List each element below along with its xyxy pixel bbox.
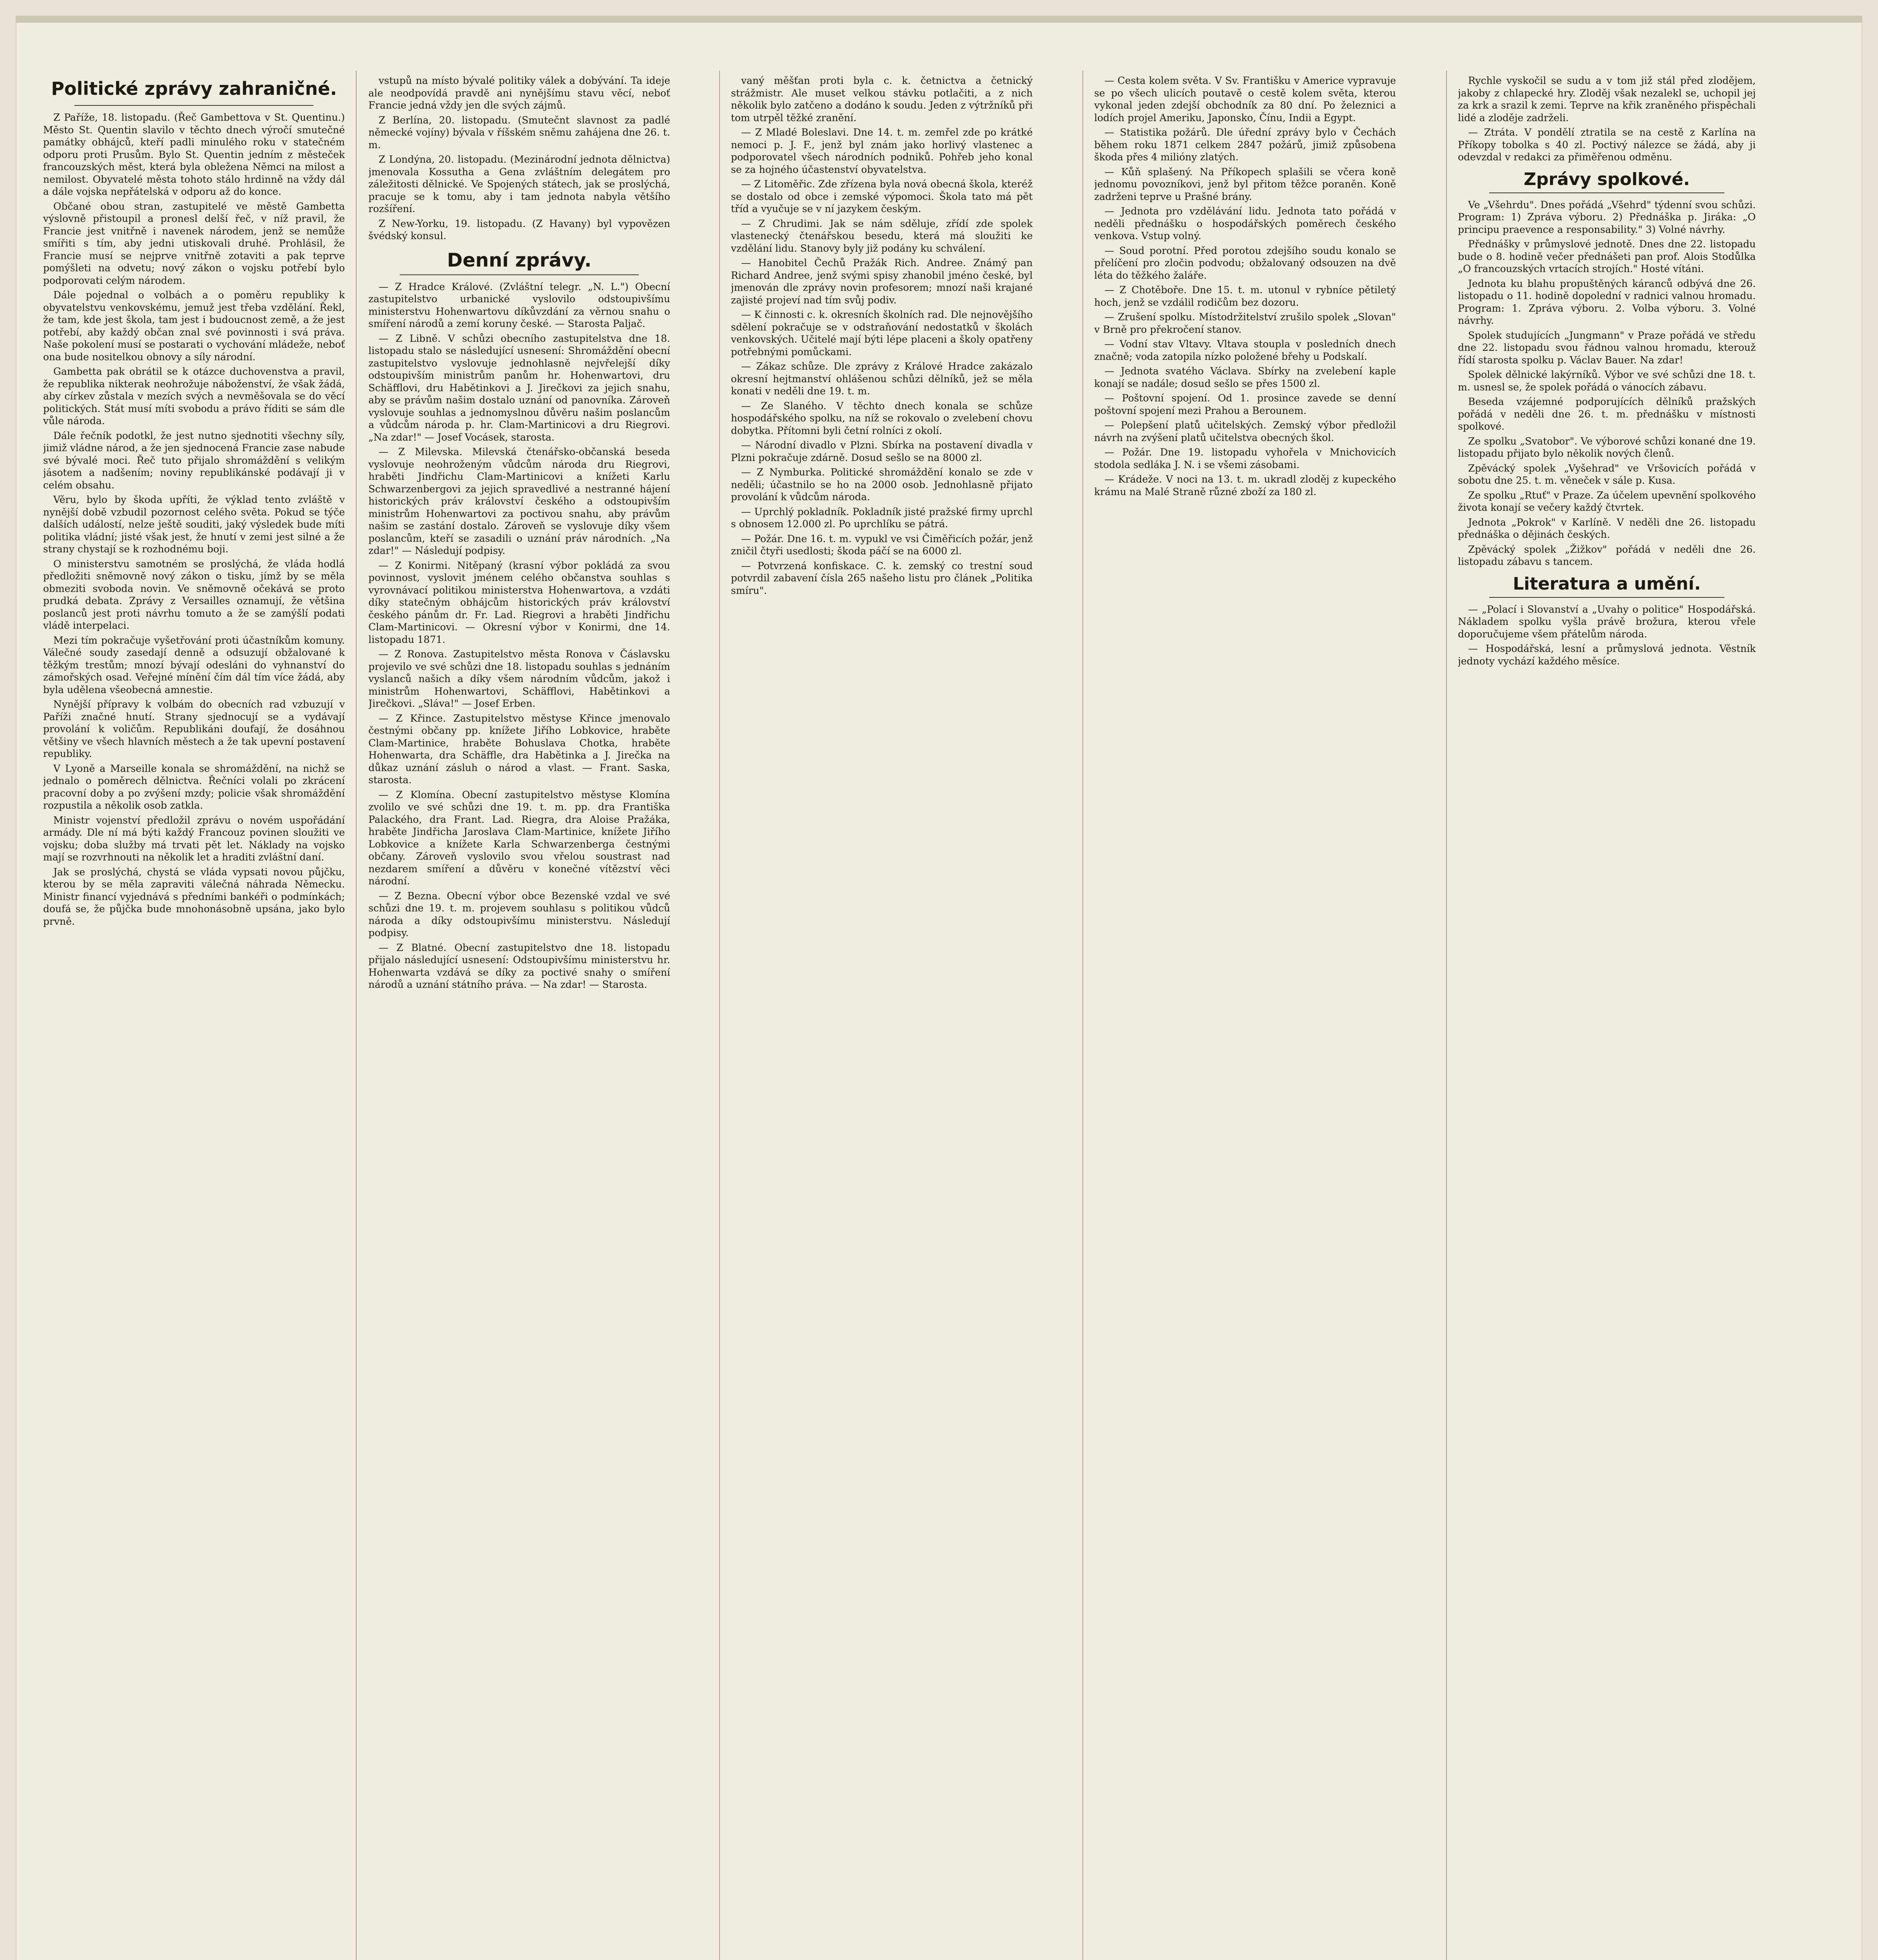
article-paragraph: — Z Blatné. Obecní zastupitelstvo dne 18. listopadu přijalo následující usnesení: Odstoupivšímu ministerstvu hr. Hohenwarta vzdává se díky za poctivé snahy o smíření národů a uznání státního práva. — Na zdar! — Starosta.: [368, 942, 670, 990]
article-paragraph: — Soud porotní. Před porotou zdejšího soudu konalo se přelíčení pro zločin podvodu; obžalovaný odsouzen na dvě léta do těžkého žaláře.: [1094, 245, 1396, 281]
article-paragraph: V Lyoně a Marseille konala se shromáždění, na nichž se jednalo o poměrech dělnictva. Řečníci volali po zkrácení pracovní doby a po zvýšení mzdy; policie však shromáždění rozpustila a několik osob zatkla.: [43, 762, 345, 811]
article-paragraph: Věru, bylo by škoda upříti, že výklad tento zvláště v nynější době vzbudil pozornost celého světa. Pokud se týče dalších událostí, nelze ještě souditi, jaký výsledek bude míti politika vládní; jisté však jest, že hnutí v zemi jest silné a že strany chystají se k rozhodnému boji.: [43, 494, 345, 555]
article-paragraph: — Hanobitel Čechů Pražák Rich. Andree. Známý pan Richard Andree, jenž svými spisy zhanobil jméno české, byl jmenován dle zprávy novin profesorem; mnozí naši krajané zajisté projeví nad tím svůj podiv.: [731, 257, 1033, 306]
article-paragraph: — Z Bezna. Obecní výbor obce Bezenské vzdal ve své schůzi dne 19. t. m. projevem souhlasu s politikou vůdců národa a díky odstoupivšímu ministerstvu. Následují podpisy.: [368, 890, 670, 938]
section-heading-foreign-politics: Politické zprávy zahraničné.: [51, 78, 337, 99]
article-paragraph: Spolek studujících „Jungmann" v Praze pořádá ve středu dne 22. listopadu svou řádnou valnou hromadu, kterouž řídí starosta spolku p. Václav Bauer. Na zdar!: [1458, 329, 1756, 366]
heading-divider: [1489, 192, 1724, 193]
article-paragraph: — „Polací i Slovanství a „Uvahy o politice" Hospodářská. Nákladem spolku vyšla právě brožura, kterou vřele doporučujeme všem přátelům národa.: [1458, 603, 1756, 640]
article-paragraph: vstupů na místo bývalé politiky válek a dobývání. Ta ideje ale neodpovídá pravdě ani nynějšímu stavu věcí, neboť Francie jedná vždy jen dle svých zájmů.: [368, 75, 670, 111]
article-paragraph: Občané obou stran, zastupitelé ve městě Gambetta výslovně přistoupil a pronesl delší řeč, v níž pravil, že Francie jest vnitřně i navenek národem, jenž se nemůže smířiti s tím, aby jedni utiskovali druhé. Prohlásil, že Francie musí se nejprve vnitřně zotaviti a pak teprve pomýšleti na odvetu; nový zákon o vojsku potřebí bylo podporovati celým národem.: [43, 200, 345, 286]
section-heading-club-news: Zprávy spolkové.: [1523, 169, 1690, 189]
article-paragraph: Ze spolku „Rtuť" v Praze. Za účelem upevnění spolkového života konají se večery každý čtvrtek.: [1458, 489, 1756, 513]
article-paragraph: — Ze Slaného. V těchto dnech konala se schůze hospodářského spolku, na níž se rokovalo o zvelebení chovu dobytka. Přítomni byli četní rolníci z okolí.: [731, 400, 1033, 436]
article-paragraph: Zpěvácký spolek „Žižkov" pořádá v neděli dne 26. listopadu zábavu s tancem.: [1458, 543, 1756, 567]
article-paragraph: Dále pojednal o volbách a o poměru republiky k obyvatelstvu venkovskému, jemuž jest třeba vzdělání. Řekl, že tam, kde jest škola, tam jest i budoucnost země, a že jest potřebí, aby každý občan znal své povinnosti i svá práva. Naše pokolení musí se postarati o vychování mládeže, neboť ona bude nositelkou obnovy a síly národní.: [43, 289, 345, 363]
article-paragraph: — Potvrzená konfiskace. C. k. zemský co trestní soud potvrdil zabavení čísla 265 našeho listu pro článek „Politika smíru".: [731, 560, 1033, 596]
article-paragraph: — Z Chotěboře. Dne 15. t. m. utonul v rybníce pětiletý hoch, jenž se vzdálil rodičům bez dozoru.: [1094, 284, 1396, 308]
article-paragraph: Ze spolku „Svatobor". Ve výborové schůzi konané dne 19. listopadu přijato bylo několik nových členů.: [1458, 435, 1756, 459]
heading-divider: [74, 105, 314, 106]
section-heading-literature: Literatura a umění.: [1513, 573, 1701, 594]
column-rule: [1082, 71, 1083, 1960]
article-paragraph: Zpěvácký spolek „Vyšehrad" ve Vršovicích pořádá v sobotu dne 25. t. m. věneček v sále p. Kusa.: [1458, 462, 1756, 486]
article-paragraph: O ministerstvu samotném se proslýchá, že vláda hodlá předložiti sněmovně nový zákon o tisku, jímž by se měla obmeziti svoboda novin. Ve sněmovně očekává se proto prudká debata. Zprávy z Versailles oznamují, že většina poslanců jest proti návrhu tomuto a že se zamýšlí podati vládě interpelaci.: [43, 558, 345, 631]
article-paragraph: vaný měšťan proti byla c. k. četnictva a četnický strážmistr. Ale muset velkou stávku potlačiti, a z nich několik bylo zatčeno a dodáno k soudu. Jeden z výtržníků při tom utrpěl těžké zranění.: [731, 75, 1033, 123]
article-paragraph: Rychle vyskočil se sudu a v tom již stál před zlodějem, jakoby z chlapecké hry. Zloděj však nezalekl se, uchopil jej za krk a srazil k zemi. Teprve na křik zraněného přispěchali lidé a zloděje zadrželi.: [1458, 75, 1756, 123]
article-paragraph: — Kůň splašený. Na Příkopech splašili se včera koně jednomu povozníkovi, jenž byl přitom těžce poraněn. Koně zadrženi teprve u Prašné brány.: [1094, 166, 1396, 202]
article-paragraph: — Z Mladé Boleslavi. Dne 14. t. m. zemřel zde po krátké nemoci p. J. F., jenž byl znám jako horlivý vlastenec a podporovatel všech národních podniků. Pohřeb jeho konal se za hojného účastenství obyvatelstva.: [731, 127, 1033, 175]
article-paragraph: Mezi tím pokračuje vyšetřování proti účastníkům komuny. Válečné soudy zasedají denně a odsuzují obžalované k těžkým trestům; mnozí bývají odesláni do vyhnanství do zámořských osad. Veřejné mínění čím dál tím více žádá, aby byla udělena všeobecná amnestie.: [43, 634, 345, 695]
article-paragraph: Nynější přípravy k volbám do obecních rad vzbuzují v Paříži značné hnutí. Strany sjednocují se a vydávají provolání k voličům. Republikáni doufají, že dosáhnou většiny ve všech hlavních městech a že tak upevní postavení republiky.: [43, 699, 345, 759]
article-paragraph: Gambetta pak obrátil se k otázce duchovenstva a pravil, že republika nikterak neohrožuje náboženství, že však žádá, aby církev zůstala v mezích svých a nevměšovala se do věcí politických. Stát musí míti svobodu a právo říditi se sám dle vůle národa.: [43, 366, 345, 426]
column-1: [43, 74, 345, 1960]
article-paragraph: — Poštovní spojení. Od 1. prosince zavede se denní poštovní spojení mezi Prahou a Berounem.: [1094, 392, 1396, 416]
article-paragraph: — Statistika požárů. Dle úřední zprávy bylo v Čechách během roku 1871 celkem 2847 požárů, jimiž způsobena škoda přes 4 milióny zlatých.: [1094, 127, 1396, 163]
article-paragraph: — Hospodářská, lesní a průmyslová jednota. Věstník jednoty vychází každého měsíce.: [1458, 643, 1756, 667]
column-rule: [1446, 71, 1447, 1960]
article-paragraph: — Požár. Dne 16. t. m. vypukl ve vsi Čiměřicích požár, jenž zničil čtyři usedlosti; škoda páčí se na 6000 zl.: [731, 533, 1033, 557]
article-paragraph: — Z Litoměřic. Zde zřízena byla nová obecná škola, kteréž se dostalo od obce i zemské výpomoci. Škola tato má pět tříd a vyučuje se v ní jazykem českým.: [731, 178, 1033, 214]
article-paragraph: — K činnosti c. k. okresních školních rad. Dle nejnovějšího sdělení pokračuje se v odstraňování nedostatků v školách venkovských. Učitelé mají býti lépe placeni a školy opatřeny potřebnými pomůckami.: [731, 309, 1033, 358]
newspaper-page: [16, 16, 1862, 1960]
article-paragraph: — Z Chrudimi. Jak se nám sděluje, zřídí zde spolek vlastenecký čtenářskou besedu, která má sloužiti ke vzdělání lidu. Stanovy byly již podány ku schválení.: [731, 218, 1033, 254]
column-rule: [356, 71, 357, 1960]
article-paragraph: — Uprchlý pokladník. Pokladník jisté pražské firmy uprchl s obnosem 12.000 zl. Po uprchlíku se pátrá.: [731, 506, 1033, 530]
article-paragraph: — Jednota pro vzdělávání lidu. Jednota tato pořádá v neděli přednášku o hospodářských poměrech českého venkova. Vstup volný.: [1094, 205, 1396, 241]
article-paragraph: — Polepšení platů učitelských. Zemský výbor předložil návrh na zvýšení platů učitelstva obecných škol.: [1094, 419, 1396, 443]
article-paragraph: — Z Konirmi. Nitěpaný (krasní výbor pokládá za svou povinnost, vyslovit jménem celého občanstva souhlas s vyrovnávací politikou ministerstva Hohenwartova, a vzdáti díky statečným obhájcům historických práv království českého pánům dr. Fr. Lad. Riegrovi a hraběti Jindřichu Clam-Martinicovi. — Okresní výbor v Konirmi, dne 14. listopadu 1871.: [368, 559, 670, 645]
article-paragraph: Jak se proslýchá, chystá se vláda vypsati novou půjčku, kterou by se měla zapraviti válečná náhrada Německu. Ministr financí vyjednává s předními bankéři o podmínkách; doufá se, že půjčka bude mnohonásobně upsána, jako bylo prvně.: [43, 866, 345, 927]
column-4: [1094, 74, 1396, 1960]
article-paragraph: — Krádeže. V noci na 13. t. m. ukradl zloděj z kupeckého krámu na Malé Straně různé zboží za 180 zl.: [1094, 474, 1396, 497]
article-paragraph: — Z Hradce Králové. (Zvláštní telegr. „N. L.") Obecní zastupitelstvo urbanické vyslovilo odstoupivšímu ministerstvu Hohenwartovu díkůvzdání za věrnou snahu o smíření národů a zemí koruny české. — Starosta Paljač.: [368, 281, 670, 329]
article-paragraph: — Zákaz schůze. Dle zprávy z Králové Hradce zakázalo okresní hejtmanství ohlášenou schůzi dělníků, jež se měla konati v neděli dne 19. t. m.: [731, 361, 1033, 397]
column-3: [731, 74, 1033, 1960]
article-paragraph: — Z Ronova. Zastupitelstvo města Ronova v Čáslavsku projevilo ve své schůzi dne 18. listopadu souhlas s jednáním vyslanců našich a díky všem národním vůdcům, jakož i ministrům Hohenwartovi, Schäfflovi, Habětinkovi a Jirečkovi. „Sláva!" — Josef Erben.: [368, 648, 670, 709]
section-heading-daily-news: Denní zprávy.: [447, 249, 592, 271]
article-paragraph: Ministr vojenství předložil zprávu o novém uspořádání armády. Dle ní má býti každý Francouz povinen sloužiti ve vojsku; doba služby má trvati pět let. Náklady na vojsko mají se rozvrhnouti na několik let a hraditi zvláštní daní.: [43, 814, 345, 863]
article-paragraph: Jednota „Pokrok" v Karlíně. V neděli dne 26. listopadu přednáška o dějinách českých.: [1458, 516, 1756, 540]
column-5: [1458, 74, 1756, 1960]
article-paragraph: Spolek dělnické lakýrníků. Výbor ve své schůzi dne 18. t. m. usnesl se, že spolek pořádá o vánocích zábavu.: [1458, 369, 1756, 393]
article-paragraph: Z Berlína, 20. listopadu. (Smutečnt slavnost za padlé německé vojíny) bývala v říšském sněmu zahájena dne 26. t. m.: [368, 114, 670, 151]
top-edge: [16, 16, 1862, 23]
article-paragraph: — Z Křince. Zastupitelstvo městyse Křince jmenovalo čestnými občany pp. knížete Jiřího Lobkovice, hraběte Clam-Martinice, hraběte Bohuslava Chotka, hraběte Hohenwarta, dra Schäffle, dra Habětinka a J. Jirečka na důkaz uznání zásluh o národ a vlast. — Frant. Saska, starosta.: [368, 712, 670, 786]
article-paragraph: — Z Klomína. Obecní zastupitelstvo městyse Klomína zvolilo ve své schůzi dne 19. t. m. pp. dra Františka Palackého, dra Frant. Lad. Riegra, dra Aloise Pražáka, hraběte Jindřicha Jaroslava Clam-Martinice, knížete Jiřího Lobkovice a knížete Karla Schwarzenberga čestnými občany. Zároveň vyslovilo svou vřelou soustrast nad nezdarem smíření a důvěru v konečné vítězství věci národní.: [368, 789, 670, 887]
article-paragraph: Z New-Yorku, 19. listopadu. (Z Havany) byl vypovězen švédský konsul.: [368, 218, 670, 241]
article-paragraph: — Vodní stav Vltavy. Vltava stoupla v posledních dnech značně; voda zatopila nízko položené břehy u Podskalí.: [1094, 338, 1396, 362]
article-paragraph: — Cesta kolem světa. V Sv. Františku v Americe vypravuje se po všech ulicích poutavě o cestě kolem světa, kterou vykonal jeden zdejší obchodník za 80 dní. Po železnici a lodích projel Ameriku, Japonsko, Čínu, Indii a Egypt.: [1094, 75, 1396, 123]
heading-divider: [400, 274, 639, 275]
article-paragraph: — Požár. Dne 19. listopadu vyhořela v Mnichovicích stodola sedláka J. N. i se všemi zásobami.: [1094, 446, 1396, 470]
article-paragraph: Z Paříže, 18. listopadu. (Řeč Gambettova v St. Quentinu.) Město St. Quentin slavilo v těchto dnech výročí smutečné památky obhájců, kteří padli minulého roku v statečném odporu proti Prusům. Bylo St. Quentin jedním z městeček francouzských měst, která byla obležena Němci na milost a nemilost. Obyvatelé města tohoto stálo hrdinně na vždy dál a dále vojska nepřátelská v odporu až do konce.: [43, 112, 345, 197]
column-rule: [719, 71, 720, 1960]
column-2: [368, 74, 670, 1960]
heading-divider: [1489, 597, 1724, 598]
article-paragraph: Beseda vzájemné podporujících dělníků pražských pořádá v neděli dne 26. t. m. přednášku v místnosti spolkové.: [1458, 396, 1756, 432]
article-paragraph: Ve „Všehrdu". Dnes pořádá „Všehrd" týdenní svou schůzi. Program: 1) Zpráva výboru. 2) Přednáška p. Jiráka: „O principu praevence a responsability." 3) Volné návrhy.: [1458, 199, 1756, 235]
article-paragraph: Z Londýna, 20. listopadu. (Mezinárodní jednota dělnictva) jmenovala Kossutha a Gena zvláštním delegátem pro záležitosti dělnické. Ve Spojených státech, jak se proslýchá, pracuje se k tomu, aby i tam jednota nabyla většího rozšíření.: [368, 154, 670, 214]
article-paragraph: — Jednota svatého Václava. Sbírky na zvelebení kaple konají se nadále; dosud sešlo se přes 1500 zl.: [1094, 365, 1396, 389]
article-paragraph: — Z Libně. V schůzi obecního zastupitelstva dne 18. listopadu stalo se následující usnesení: Shromáždění obecní zastupitelstvo vyslovuje jednohlasně nejvřelejší díky odstoupivším ministrům panům hr. Hohenwartovi, dru Schäfflovi, dru Habětinkovi a J. Jirečkovi za jejich snahu, aby se právům našim dostalo uznání od panovníka. Zároveň vyslovuje souhlas a jednomyslnou důvěru našim poslancům a vůdcům národa p. hr. Clam-Martinicovi a dru Riegrovi. „Na zdar!" — Josef Vocásek, starosta.: [368, 332, 670, 443]
article-paragraph: Jednota ku blahu propuštěných káranců odbývá dne 26. listopadu o 11. hodině dopolední v radnici valnou hromadu. Program: 1. Zpráva výboru. 2. Volba výboru. 3. Volné návrhy.: [1458, 278, 1756, 326]
article-paragraph: Přednášky v průmyslové jednotě. Dnes dne 22. listopadu bude o 8. hodině večer přednášeti pan prof. Alois Stodůlka „O francouzských vrtacích strojích." Hosté vítáni.: [1458, 238, 1756, 274]
article-paragraph: Dále řečník podotkl, že jest nutno sjednotiti všechny síly, jimiž vládne národ, a že jen sjednocená Francie zase nabude své bývalé moci. Řeč tuto přijalo shromáždění s velikým jásotem a nadšením; noviny republikánské podávají ji v celém obsahu.: [43, 430, 345, 491]
article-paragraph: — Zrušení spolku. Místodržitelství zrušilo spolek „Slovan" v Brně pro překročení stanov.: [1094, 311, 1396, 335]
article-paragraph: — Národní divadlo v Plzni. Sbírka na postavení divadla v Plzni pokračuje zdárně. Dosud sešlo se na 8000 zl.: [731, 439, 1033, 463]
article-paragraph: — Z Nymburka. Politické shromáždění konalo se zde v neděli; účastnilo se ho na 2000 osob. Jednohlasně přijato provolání k vůdcům národa.: [731, 466, 1033, 503]
article-paragraph: — Ztráta. V pondělí ztratila se na cestě z Karlína na Příkopy tobolka s 40 zl. Poctivý nálezce se žádá, aby ji odevzdal v redakci za přiměřenou odměnu.: [1458, 127, 1756, 163]
article-paragraph: — Z Milevska. Milevská čtenářsko-občanská beseda vyslovuje neohroženým vůdcům národa dru Riegrovi, hraběti Jindřichu Clam-Martinicovi a knížeti Karlu Schwarzenbergovi za jejich spravedlivé a nestranné hájení historických práv království českého a odstoupivším ministrům Hohenwartovi za poctivou snahu, aby právům našim se zastání dostalo. Zároveň se vyslovuje díky všem poslancům, kteří se zasadili o uznání práv národních. „Na zdar!" — Následují podpisy.: [368, 446, 670, 556]
